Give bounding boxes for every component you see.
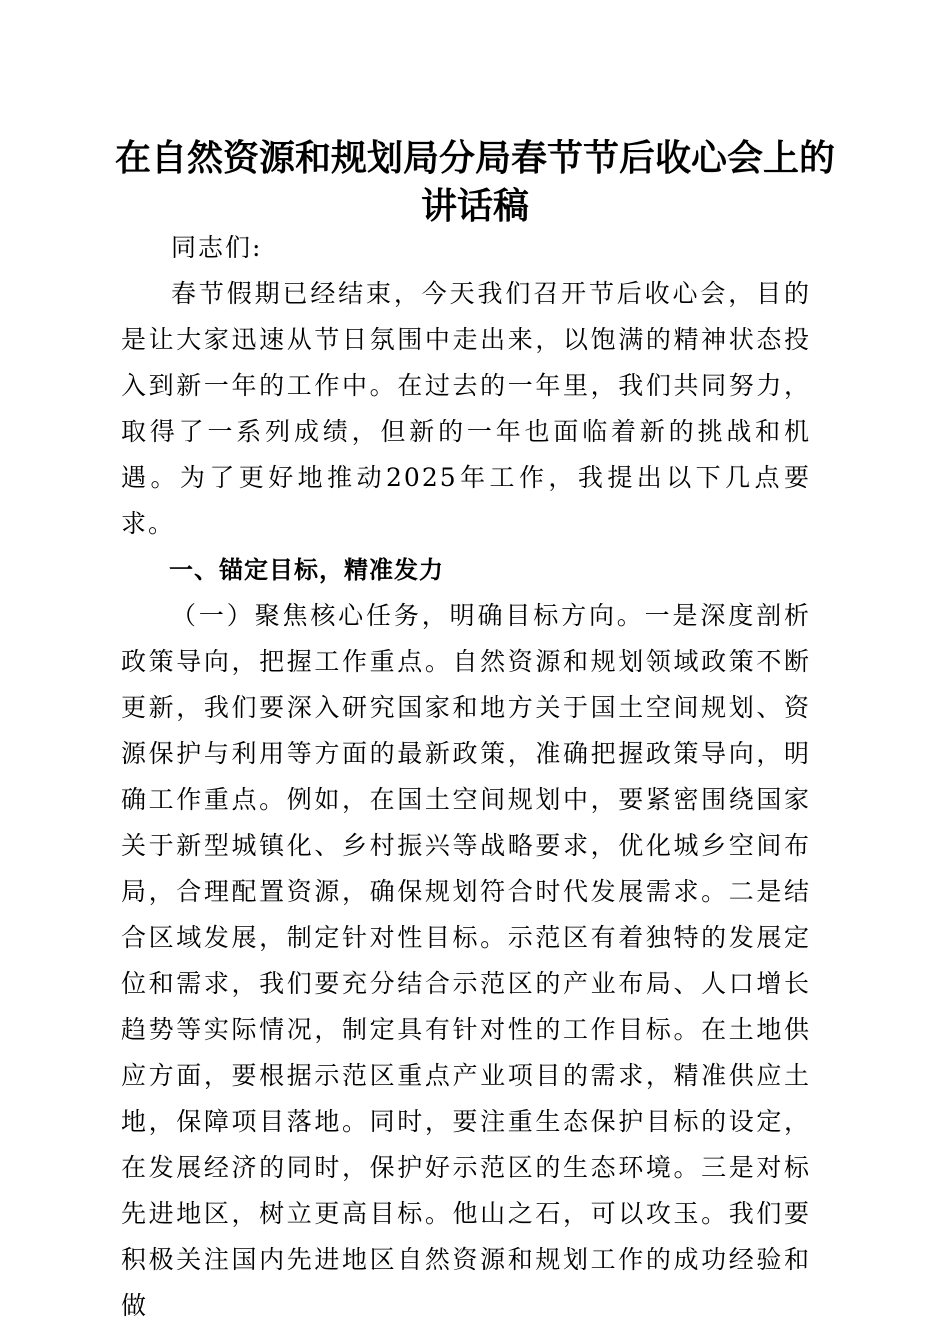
intro-paragraph: 春节假期已经结束，今天我们召开节后收心会，目的是让大家迅速从节日氛围中走出来，以饱满的精神状态投入到新一年的工作中。在过去的一年里，我们共同努力，取得了一系列成绩，但新的一年也面临着新的挑战和机遇。为了更好地推动2025年工作，我提出以下几点要求。 — [121, 279, 811, 538]
document-body — [121, 225, 811, 1329]
section-heading-1: 一、锚定目标，精准发力 — [169, 556, 444, 584]
document-title: 在自然资源和规划局分局春节节后收心会上的讲话稿 — [114, 137, 835, 227]
greeting: 同志们: — [171, 233, 263, 262]
section-1-paragraph: （一）聚焦核心任务，明确目标方向。一是深度剖析政策导向，把握工作重点。自然资源和规划领域政策不断更新，我们要深入研究国家和地方关于国土空间规划、资源保护与利用等方面的最新政策，准确把握政策导向，明确工作重点。例如，在国土空间规划中，要紧密围绕国家关于新型城镇化、乡村振兴等战略要求，优化城乡空间布局，合理配置资源，确保规划符合时代发展需求。二是结合区域发展，制定针对性目标。示范区有着独特的发展定位和需求，我们要充分结合示范区的产业布局、人口增长趋势等实际情况，制定具有针对性的工作目标。在土地供应方面，要根据示范区重点产业项目的需求，精准供应土地，保障项目落地。同时，要注重生态保护目标的设定，在发展经济的同时，保护好示范区的生态环境。三是对标先进地区，树立更高目标。他山之石，可以攻玉。我们要积极关注国内先进地区自然资源和规划工作的成功经验和做 — [121, 601, 811, 1320]
